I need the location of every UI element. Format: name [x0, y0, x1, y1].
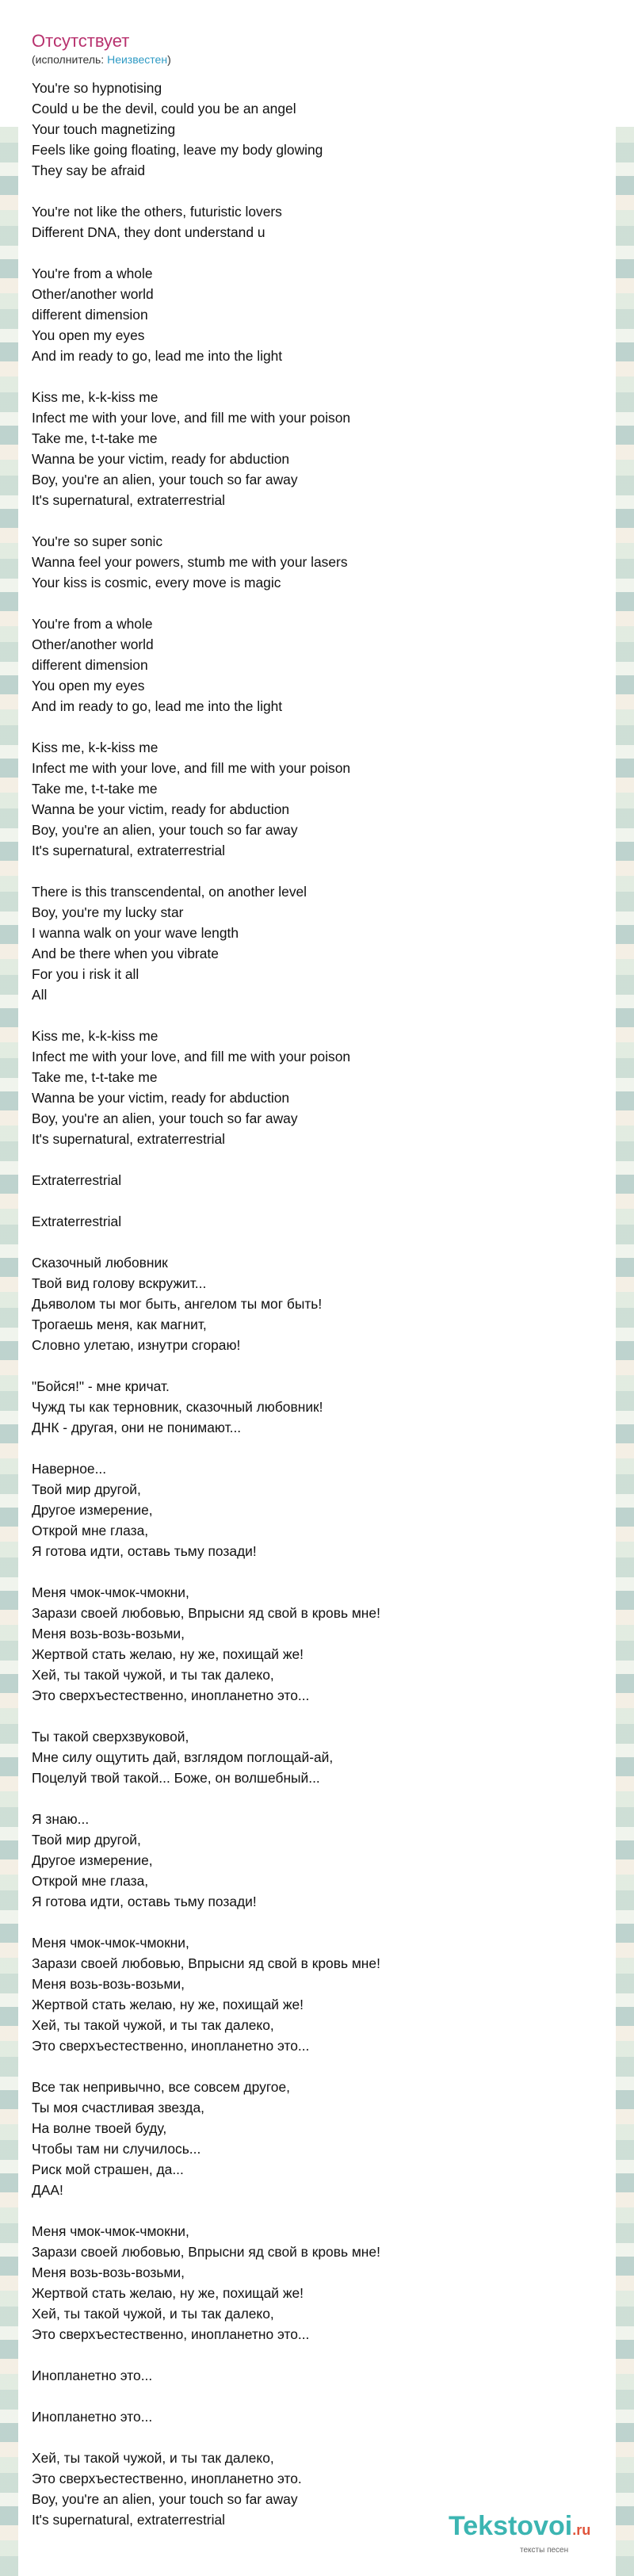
lyric-line: Риск мой страшен, да... [32, 2161, 184, 2177]
lyric-line: And be there when you vibrate [32, 946, 219, 961]
lyrics-stanza [32, 1458, 586, 1561]
lyric-line: Жертвой стать желаю, ну же, похищай же! [32, 1997, 304, 2012]
lyrics-stanza [32, 1170, 586, 1191]
lyrics-stanza [32, 1809, 586, 1912]
lyric-line: Инопланетно это... [32, 2368, 153, 2383]
lyrics-stanza [32, 1211, 586, 1232]
lyric-line: It's supernatural, extraterrestrial [32, 1131, 225, 1147]
lyric-line: Мне силу ощутить дай, взглядом поглощай-ай, [32, 1749, 334, 1765]
lyric-line: Меня возь-возь-возьми, [32, 1976, 185, 1992]
lyric-line: "Бойся!" - мне кричат. [32, 1378, 170, 1394]
lyric-line: Ты моя счастливая звезда, [32, 2100, 204, 2115]
lyric-line: Инопланетно это... [32, 2409, 153, 2425]
lyric-line: Take me, t-t-take me [32, 1069, 158, 1085]
lyric-line: Wanna be your victim, ready for abduction [32, 451, 290, 467]
lyric-line: Меня чмок-чмок-чмокни, [32, 1584, 189, 1600]
lyric-line: I wanna walk on your wave length [32, 925, 239, 941]
lyric-line: Все так непривычно, все совсем другое, [32, 2079, 290, 2095]
lyric-line: Твой мир другой, [32, 1481, 141, 1497]
lyric-line: Твой вид голову вскружит... [32, 1275, 207, 1291]
site-logo[interactable] [449, 2511, 620, 2559]
lyric-line: Дьяволом ты мог быть, ангелом ты мог быть! [32, 1296, 323, 1312]
lyric-line: Меня чмок-чмок-чмокни, [32, 1935, 189, 1951]
lyrics-stanza [32, 1376, 586, 1438]
lyric-line: Словно улетаю, изнутри сгораю! [32, 1337, 241, 1353]
lyrics-body [32, 78, 586, 2530]
lyric-line: Boy, you're an alien, your touch so far away [32, 2491, 298, 2507]
lyrics-stanza [32, 387, 586, 510]
lyrics-stanza [32, 1726, 586, 1788]
lyric-line: Это сверхъестественно, инопланетно это... [32, 1687, 310, 1703]
lyric-line: Хей, ты такой чужой, и ты так далеко, [32, 2450, 274, 2466]
lyric-line: Ты такой сверхзвуковой, [32, 1729, 189, 1745]
lyrics-stanza [32, 201, 586, 243]
lyric-line: Открой мне глаза, [32, 1523, 149, 1538]
lyric-line: Я готова идти, оставь тьму позади! [32, 1543, 257, 1559]
byline-suffix: ) [167, 53, 171, 66]
lyric-line: It's supernatural, extraterrestrial [32, 2512, 225, 2528]
lyric-line: Жертвой стать желаю, ну же, похищай же! [32, 2285, 304, 2301]
lyric-line: Extraterrestrial [32, 1213, 122, 1229]
lyric-line: You open my eyes [32, 678, 145, 694]
lyric-line: Infect me with your love, and fill me with your poison [32, 410, 351, 426]
lyric-line: For you i risk it all [32, 966, 139, 982]
lyric-line: All [32, 987, 48, 1003]
lyric-line: Хей, ты такой чужой, и ты так далеко, [32, 1667, 274, 1683]
lyrics-stanza [32, 737, 586, 861]
logo-tld: .ru [572, 2522, 591, 2538]
lyric-line: Я готова идти, оставь тьму позади! [32, 1894, 257, 1909]
lyrics-stanza [32, 881, 586, 1005]
logo-name: Tekstovoi [449, 2511, 573, 2541]
lyric-line: Could u be the devil, could you be an angel [32, 101, 296, 117]
artist-byline [32, 52, 586, 67]
decorative-stripes-right [616, 127, 634, 2576]
lyric-line: You open my eyes [32, 327, 145, 343]
lyric-line: Wanna be your victim, ready for abduction [32, 1090, 290, 1106]
lyrics-stanza [32, 263, 586, 366]
lyric-line: На волне твоей буду, [32, 2120, 167, 2136]
lyric-line: Это сверхъестественно, инопланетно это... [32, 2038, 310, 2054]
decorative-stripes-left [0, 127, 18, 2576]
lyric-line: It's supernatural, extraterrestrial [32, 492, 225, 508]
lyric-line: different dimension [32, 307, 148, 323]
lyric-line: Your kiss is cosmic, every move is magic [32, 575, 281, 590]
lyric-line: Kiss me, k-k-kiss me [32, 740, 158, 755]
lyric-line: Зарази своей любовью, Впрысни яд свой в кровь мне! [32, 1955, 380, 1971]
lyric-line: Жертвой стать желаю, ну же, похищай же! [32, 1646, 304, 1662]
lyrics-stanza [32, 2077, 586, 2200]
lyric-line: Это сверхъестественно, инопланетно это... [32, 2326, 310, 2342]
lyric-line: Чужд ты как терновник, сказочный любовник! [32, 1399, 323, 1415]
lyric-line: Сказочный любовник [32, 1255, 168, 1271]
lyric-line: Other/another world [32, 286, 154, 302]
lyrics-stanza [32, 1932, 586, 2056]
lyric-line: Трогаешь меня, как магнит, [32, 1317, 207, 1332]
lyric-line: Other/another world [32, 636, 154, 652]
lyrics-stanza [32, 2221, 586, 2345]
lyric-line: They say be afraid [32, 162, 146, 178]
lyric-line: Хей, ты такой чужой, и ты так далеко, [32, 2017, 274, 2033]
lyric-line: Зарази своей любовью, Впрысни яд свой в кровь мне! [32, 1605, 380, 1621]
lyrics-stanza [32, 1582, 586, 1706]
lyric-line: You're not like the others, futuristic lovers [32, 204, 282, 220]
artist-link[interactable]: Неизвестен [107, 53, 168, 66]
lyric-line: Boy, you're an alien, your touch so far away [32, 822, 298, 838]
lyric-line: Поцелуй твой такой... Боже, он волшебный... [32, 1770, 320, 1786]
lyric-line: Зарази своей любовью, Впрысни яд свой в кровь мне! [32, 2244, 380, 2260]
logo-tagline: тексты песен [520, 2546, 569, 2555]
lyric-line: Меня чмок-чмок-чмокни, [32, 2223, 189, 2239]
lyric-line: ДАА! [32, 2182, 63, 2198]
lyric-line: And im ready to go, lead me into the light [32, 348, 283, 364]
lyric-line: Наверное... [32, 1461, 107, 1477]
lyric-line: Это сверхъестественно, инопланетно это. [32, 2471, 302, 2486]
lyrics-stanza [32, 613, 586, 717]
lyrics-stanza [32, 531, 586, 593]
lyric-line: Другое измерение, [32, 1852, 153, 1868]
lyric-line: Wanna feel your powers, stumb me with your lasers [32, 554, 348, 570]
song-title: Отсутствует [32, 31, 130, 51]
lyric-line: It's supernatural, extraterrestrial [32, 843, 225, 858]
lyric-line: different dimension [32, 657, 148, 673]
lyric-line: And im ready to go, lead me into the light [32, 698, 283, 714]
lyric-line: Kiss me, k-k-kiss me [32, 389, 158, 405]
lyric-line: Infect me with your love, and fill me with your poison [32, 760, 351, 776]
lyric-line: ДНК - другая, они не понимают... [32, 1420, 242, 1435]
lyric-line: Kiss me, k-k-kiss me [32, 1028, 158, 1044]
lyric-line: Чтобы там ни случилось... [32, 2141, 201, 2157]
lyric-line: Меня возь-возь-возьми, [32, 1626, 185, 1642]
lyric-line: Take me, t-t-take me [32, 430, 158, 446]
lyric-line: Infect me with your love, and fill me with your poison [32, 1049, 351, 1064]
lyrics-stanza [32, 1026, 586, 1149]
lyric-line: Extraterrestrial [32, 1172, 122, 1188]
lyric-line: Твой мир другой, [32, 1832, 141, 1848]
lyric-line: Different DNA, they dont understand u [32, 224, 265, 240]
lyric-line: You're so super sonic [32, 533, 163, 549]
lyric-line: Другое измерение, [32, 1502, 153, 1518]
lyrics-stanza [32, 2406, 586, 2427]
lyric-line: Take me, t-t-take me [32, 781, 158, 797]
lyric-line: Открой мне глаза, [32, 1873, 149, 1889]
lyric-line: Меня возь-возь-возьми, [32, 2265, 185, 2280]
lyric-line: There is this transcendental, on another level [32, 884, 307, 900]
lyric-line: You're so hypnotising [32, 80, 162, 96]
lyric-line: Boy, you're an alien, your touch so far away [32, 1110, 298, 1126]
lyric-line: You're from a whole [32, 266, 153, 281]
lyric-line: Boy, you're an alien, your touch so far away [32, 472, 298, 487]
byline-prefix: (исполнитель: [32, 53, 108, 66]
lyric-line: Хей, ты такой чужой, и ты так далеко, [32, 2306, 274, 2322]
song-content [32, 30, 586, 2551]
lyric-line: You're from a whole [32, 616, 153, 632]
lyric-line: Я знаю... [32, 1811, 90, 1827]
lyric-line: Your touch magnetizing [32, 121, 176, 137]
lyrics-stanza [32, 2365, 586, 2386]
lyrics-stanza [32, 1252, 586, 1355]
lyric-line: Boy, you're my lucky star [32, 904, 184, 920]
lyric-line: Wanna be your victim, ready for abduction [32, 801, 290, 817]
lyrics-stanza [32, 78, 586, 181]
lyric-line: Feels like going floating, leave my body glowing [32, 142, 323, 158]
